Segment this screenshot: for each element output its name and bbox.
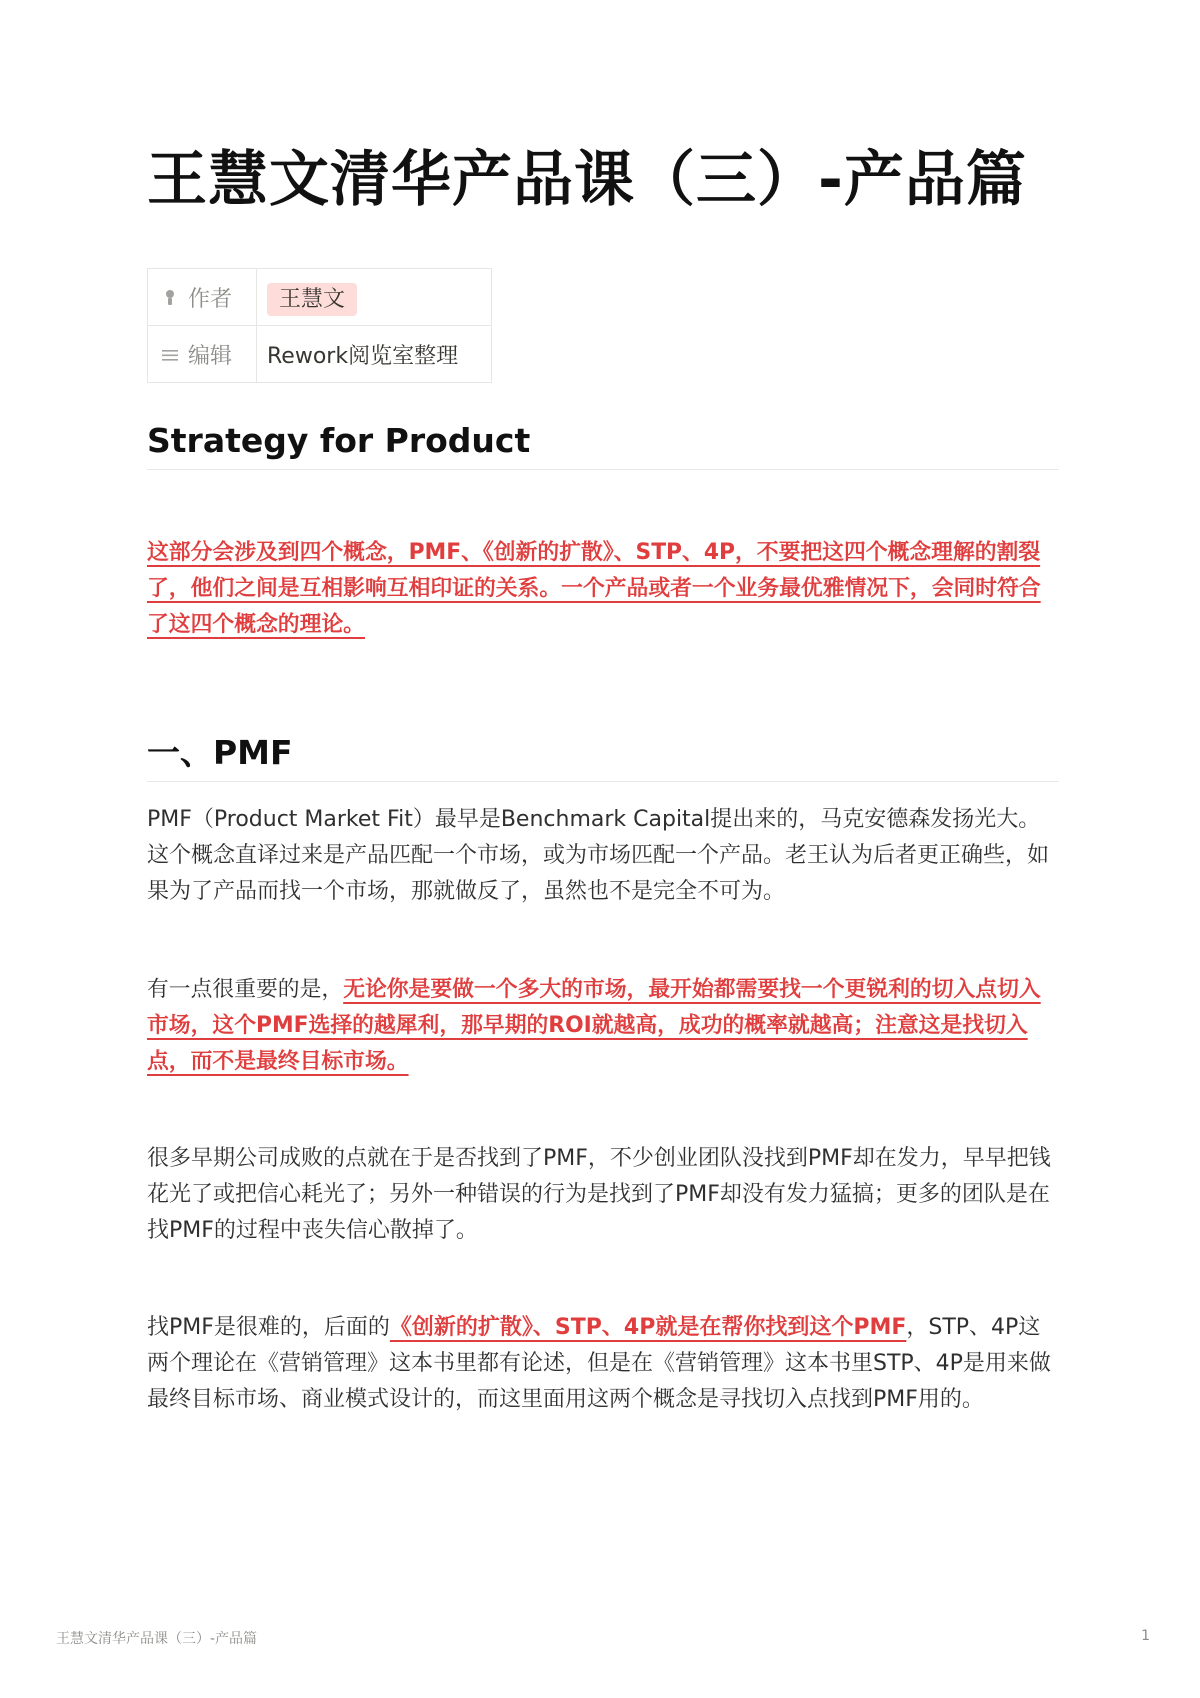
section-heading-strategy: Strategy for Product (147, 413, 1059, 470)
intro-paragraph (147, 535, 1059, 643)
page-title: 王慧文清华产品课（三）-产品篇 (147, 145, 1027, 215)
plain-text: ，STP、4P这两个理论在《营销管理》这本书里都有论述，但是在《营销管理》这本书里STP、4P是用来做最终目标市场、商业模式设计的，而这里面用这两个概念是寻找切入点找到PMF用的。 (147, 1315, 1051, 1412)
property-label: 作者 (188, 286, 233, 312)
property-value-author[interactable] (257, 269, 492, 326)
property-row-author (148, 269, 492, 326)
footer-page-number: 1 (1141, 1628, 1150, 1644)
highlighted-text: 无论你是要做一个多大的市场，最开始都需要找一个更锐利的切入点切入市场，这个PMF选择的越犀利，那早期的ROI就越高，成功的概率就越高；注意这是找切入点，而不是最终目标市场。 (147, 977, 1041, 1074)
pmf-paragraph-4 (147, 1310, 1059, 1418)
footer-doc-title: 王慧文清华产品课（三）-产品篇 (56, 1631, 258, 1647)
pmf-paragraph-1: PMF（Product Market Fit）最早是Benchmark Capital提出来的，马克安德森发扬光大。这个概念直译过来是产品匹配一个市场，或为市场匹配一个产品。老王认为后者更正确些，如果为了产品而找一个市场，那就做反了，虽然也不是完全不可为。 (147, 807, 1050, 904)
properties-table (147, 268, 492, 383)
section-heading-pmf: 一、PMF (147, 725, 1059, 782)
highlighted-text: 《创新的扩散》、STP、4P就是在帮你找到这个PMF (389, 1315, 907, 1340)
plain-text: 找PMF是很难的，后面的 (147, 1315, 390, 1340)
person-icon (158, 287, 182, 312)
editor-value: Rework阅览室整理 (267, 343, 459, 369)
property-key-editor (148, 326, 257, 383)
pmf-paragraph-2 (147, 972, 1059, 1080)
property-label: 编辑 (188, 343, 233, 369)
property-key-author (148, 269, 257, 326)
plain-text: 有一点很重要的是， (147, 977, 344, 1002)
property-value-editor[interactable] (257, 326, 492, 383)
highlighted-text: 这部分会涉及到四个概念，PMF、《创新的扩散》、STP、4P，不要把这四个概念理解的割裂了，他们之间是互相影响互相印证的关系。一个产品或者一个业务最优雅情况下，会同时符合了这四个概念的理论。 (147, 540, 1041, 637)
property-row-editor (148, 326, 492, 383)
author-tag[interactable]: 王慧文 (267, 283, 357, 316)
text-lines-icon (158, 344, 182, 369)
pmf-paragraph-3: 很多早期公司成败的点就在于是否找到了PMF，不少创业团队没找到PMF却在发力，早早把钱花光了或把信心耗光了；另外一种错误的行为是找到了PMF却没有发力猛搞；更多的团队是在找PMF的过程中丧失信心散掉了。 (147, 1146, 1051, 1243)
